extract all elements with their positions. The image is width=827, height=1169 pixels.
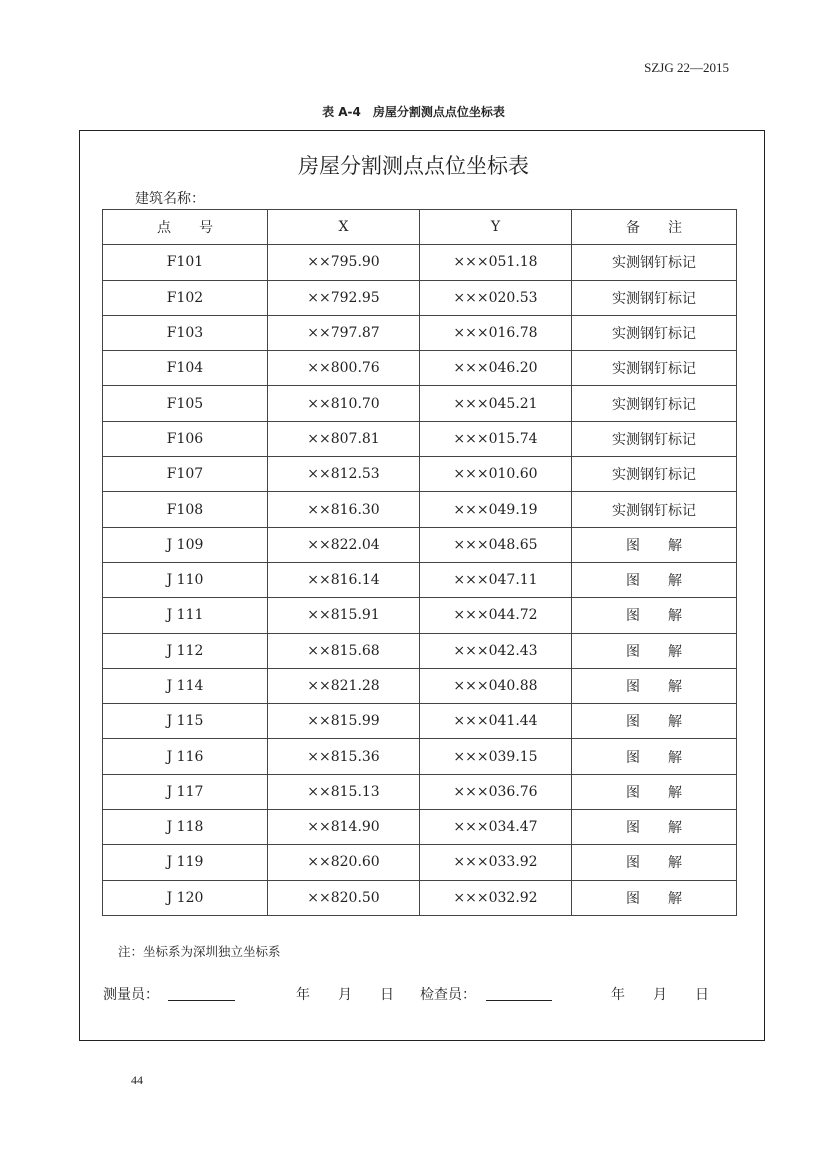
- standard-code: SZJG 22—2015: [644, 60, 729, 75]
- x-coordinate-cell: ××815.13: [268, 774, 420, 809]
- table-row: [103, 810, 737, 845]
- table-row: [103, 880, 737, 915]
- remark-cell: 图 解: [572, 562, 737, 597]
- remark-cell: 实测钢钉标记: [572, 245, 737, 280]
- y-coordinate-cell: ×××033.92: [420, 845, 572, 880]
- point-id-cell: F103: [103, 315, 268, 350]
- y-coordinate-cell: ×××046.20: [420, 351, 572, 386]
- coordinate-system-note: 注：坐标系为深圳独立坐标系: [118, 944, 281, 959]
- table-row: [103, 280, 737, 315]
- point-id-cell: F107: [103, 457, 268, 492]
- y-coordinate-cell: ×××041.44: [420, 704, 572, 739]
- y-coordinate-cell: ×××044.72: [420, 598, 572, 633]
- x-coordinate-cell: ××810.70: [268, 386, 420, 421]
- table-row: [103, 739, 737, 774]
- x-coordinate-cell: ××812.53: [268, 457, 420, 492]
- y-coordinate-cell: ×××015.74: [420, 421, 572, 456]
- x-coordinate-cell: ××815.36: [268, 739, 420, 774]
- remark-cell: 实测钢钉标记: [572, 421, 737, 456]
- table-header-row: [103, 210, 737, 245]
- y-coordinate-cell: ×××034.47: [420, 810, 572, 845]
- y-coordinate-cell: ×××036.76: [420, 774, 572, 809]
- y-coordinate-cell: ×××039.15: [420, 739, 572, 774]
- point-id-cell: J 115: [103, 704, 268, 739]
- x-coordinate-cell: ××795.90: [268, 245, 420, 280]
- table-row: [103, 421, 737, 456]
- survey-date: 年 月 日: [296, 987, 394, 1003]
- x-coordinate-cell: ××815.68: [268, 633, 420, 668]
- y-coordinate-cell: ×××032.92: [420, 880, 572, 915]
- remark-cell: 图 解: [572, 880, 737, 915]
- surveyor-signature-line: [168, 1000, 235, 1001]
- column-header-x: X: [268, 210, 420, 245]
- x-coordinate-cell: ××820.50: [268, 880, 420, 915]
- point-id-cell: J 119: [103, 845, 268, 880]
- y-coordinate-cell: ×××048.65: [420, 527, 572, 562]
- column-header-y: Y: [420, 210, 572, 245]
- y-coordinate-cell: ×××051.18: [420, 245, 572, 280]
- remark-cell: 图 解: [572, 704, 737, 739]
- point-id-cell: J 120: [103, 880, 268, 915]
- y-coordinate-cell: ×××047.11: [420, 562, 572, 597]
- y-coordinate-cell: ×××045.21: [420, 386, 572, 421]
- point-id-cell: J 114: [103, 668, 268, 703]
- remark-cell: 图 解: [572, 810, 737, 845]
- remark-cell: 图 解: [572, 774, 737, 809]
- point-id-cell: J 118: [103, 810, 268, 845]
- remark-cell: 图 解: [572, 845, 737, 880]
- x-coordinate-cell: ××815.91: [268, 598, 420, 633]
- x-coordinate-cell: ××816.14: [268, 562, 420, 597]
- remark-cell: 图 解: [572, 598, 737, 633]
- remark-cell: 实测钢钉标记: [572, 280, 737, 315]
- point-id-cell: F105: [103, 386, 268, 421]
- remark-cell: 实测钢钉标记: [572, 315, 737, 350]
- y-coordinate-cell: ×××020.53: [420, 280, 572, 315]
- x-coordinate-cell: ××821.28: [268, 668, 420, 703]
- point-id-cell: F106: [103, 421, 268, 456]
- table-row: [103, 774, 737, 809]
- y-coordinate-cell: ×××042.43: [420, 633, 572, 668]
- remark-cell: 实测钢钉标记: [572, 492, 737, 527]
- y-coordinate-cell: ×××049.19: [420, 492, 572, 527]
- table-row: [103, 668, 737, 703]
- table-row: [103, 527, 737, 562]
- table-row: [103, 633, 737, 668]
- table-row: [103, 598, 737, 633]
- table-row: [103, 457, 737, 492]
- x-coordinate-cell: ××800.76: [268, 351, 420, 386]
- surveyor-label: 测量员：: [103, 987, 159, 1003]
- remark-cell: 实测钢钉标记: [572, 351, 737, 386]
- table-row: [103, 492, 737, 527]
- point-id-cell: J 110: [103, 562, 268, 597]
- table-row: [103, 386, 737, 421]
- point-id-cell: F101: [103, 245, 268, 280]
- remark-cell: 实测钢钉标记: [572, 457, 737, 492]
- y-coordinate-cell: ×××040.88: [420, 668, 572, 703]
- checker-label: 检查员：: [420, 987, 476, 1003]
- x-coordinate-cell: ××816.30: [268, 492, 420, 527]
- remark-cell: 图 解: [572, 633, 737, 668]
- x-coordinate-cell: ××820.60: [268, 845, 420, 880]
- column-header-point: 点 号: [103, 210, 268, 245]
- point-id-cell: J 116: [103, 739, 268, 774]
- table-row: [103, 245, 737, 280]
- table-row: [103, 351, 737, 386]
- table-row: [103, 562, 737, 597]
- remark-cell: 图 解: [572, 527, 737, 562]
- x-coordinate-cell: ××792.95: [268, 280, 420, 315]
- check-date: 年 月 日: [611, 987, 709, 1003]
- page-number: 44: [131, 1073, 143, 1087]
- remark-cell: 图 解: [572, 668, 737, 703]
- table-row: [103, 845, 737, 880]
- table-row: [103, 704, 737, 739]
- coordinate-table: [102, 209, 737, 916]
- point-id-cell: F102: [103, 280, 268, 315]
- point-id-cell: F104: [103, 351, 268, 386]
- x-coordinate-cell: ××815.99: [268, 704, 420, 739]
- point-id-cell: F108: [103, 492, 268, 527]
- x-coordinate-cell: ××822.04: [268, 527, 420, 562]
- x-coordinate-cell: ××814.90: [268, 810, 420, 845]
- x-coordinate-cell: ××807.81: [268, 421, 420, 456]
- point-id-cell: J 109: [103, 527, 268, 562]
- form-title: 房屋分割测点点位坐标表: [298, 154, 529, 178]
- building-name-label: 建筑名称：: [135, 191, 205, 207]
- x-coordinate-cell: ××797.87: [268, 315, 420, 350]
- y-coordinate-cell: ×××016.78: [420, 315, 572, 350]
- table-row: [103, 315, 737, 350]
- y-coordinate-cell: ×××010.60: [420, 457, 572, 492]
- remark-cell: 实测钢钉标记: [572, 386, 737, 421]
- checker-signature-line: [486, 1000, 552, 1001]
- table-caption: 表 A-4 房屋分割测点点位坐标表: [322, 105, 505, 119]
- remark-cell: 图 解: [572, 739, 737, 774]
- point-id-cell: J 111: [103, 598, 268, 633]
- column-header-note: 备 注: [572, 210, 737, 245]
- point-id-cell: J 117: [103, 774, 268, 809]
- point-id-cell: J 112: [103, 633, 268, 668]
